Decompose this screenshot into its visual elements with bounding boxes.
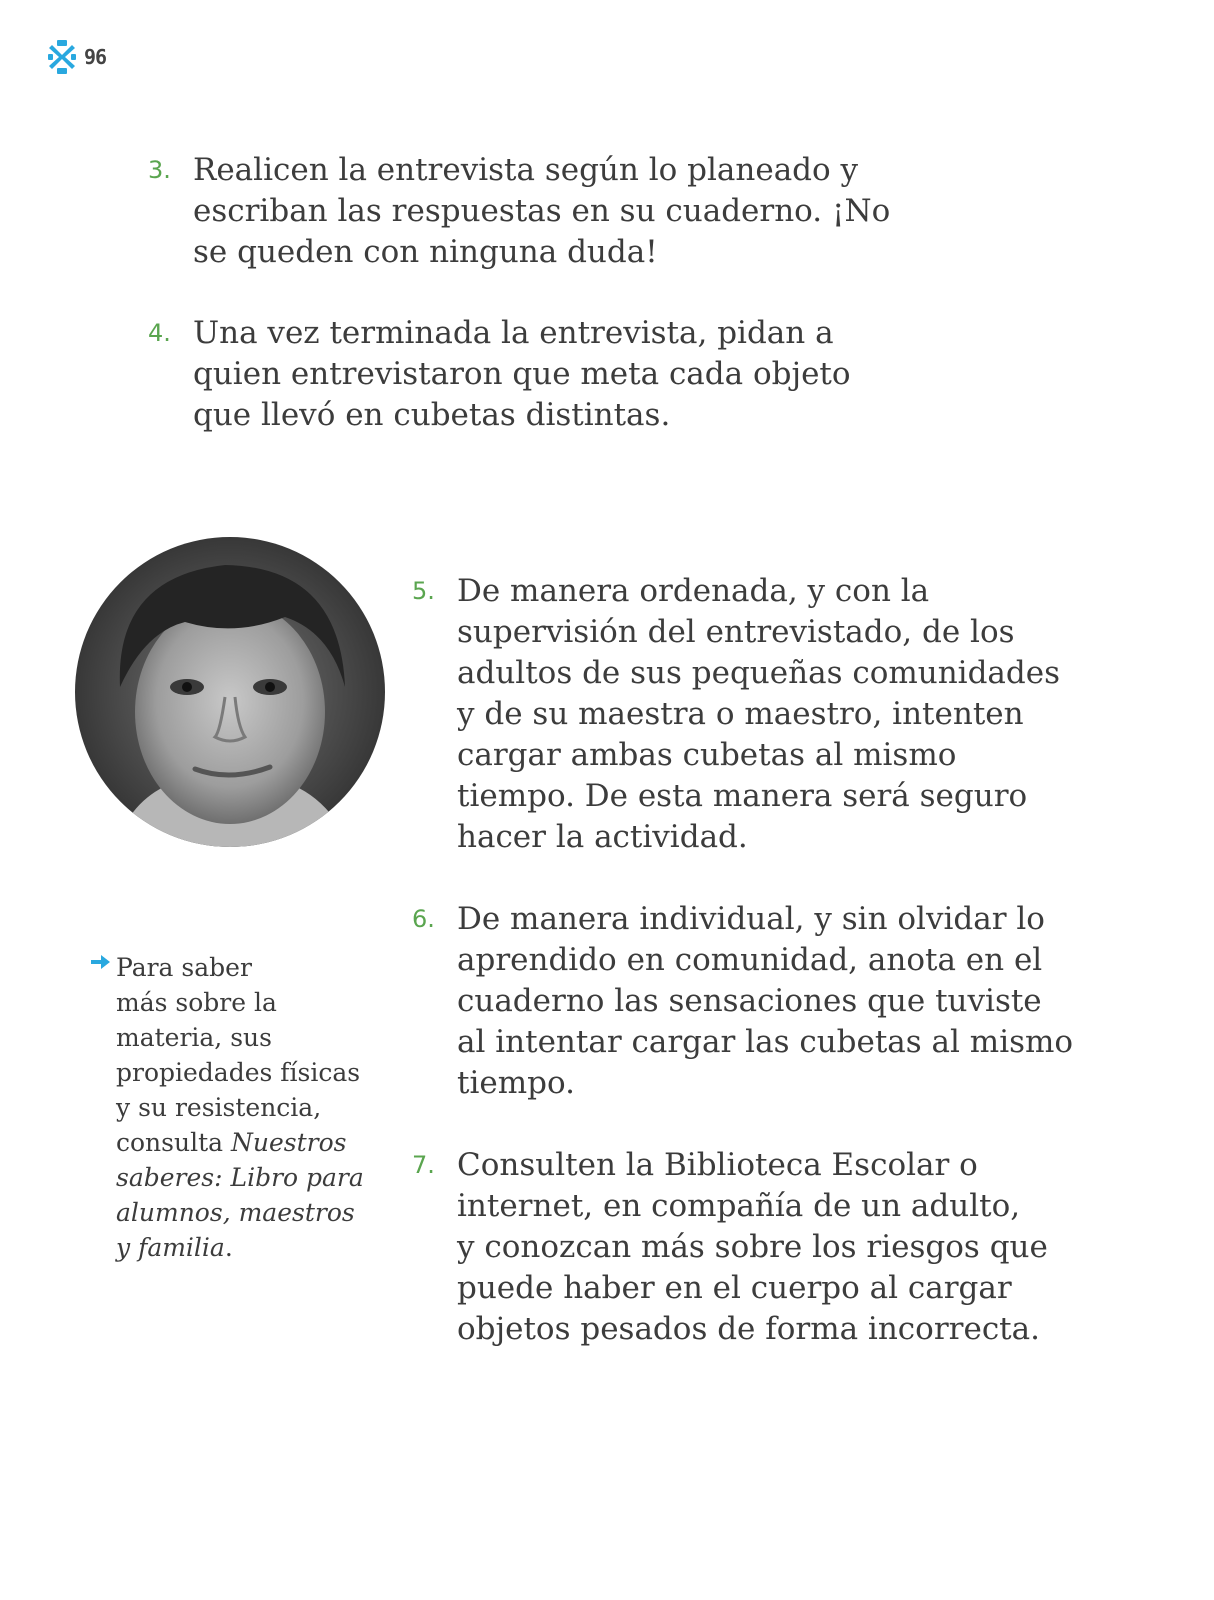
step-4 (148, 313, 851, 436)
step-5 (412, 571, 1060, 858)
page-number: 96 (84, 45, 107, 69)
logo-icon (48, 40, 76, 74)
step-text: De manera individual, y sin olvidar lo aprendido en comunidad, anota en el cuaderno las sensaciones que tuviste al intentar cargar las cubetas al mismo tiempo. (457, 901, 1074, 1101)
step-7 (412, 1145, 1048, 1350)
arrow-right-icon (86, 950, 116, 972)
child-portrait-photo (75, 537, 385, 847)
note-text (116, 950, 364, 1265)
further-reading-note (86, 950, 364, 1265)
step-text: De manera ordenada, y con la supervisión del entrevistado, de los adultos de sus pequeñas comunidades y de su maestra o maestro, intenten cargar ambas cubetas al mismo tiempo. De esta manera será seguro hacer la actividad. (457, 573, 1061, 855)
note-body: Para saber más sobre la materia, sus propiedades físicas y su resistencia, consulta (116, 953, 361, 1157)
step-number: 7. (412, 1151, 435, 1179)
step-number: 5. (412, 577, 435, 605)
step-text: Consulten la Biblioteca Escolar o internet, en compañía de un adulto, y conozcan más sobre los riesgos que puede haber en el cuerpo al cargar objetos pesados de forma incorrecta. (457, 1147, 1048, 1347)
step-number: 4. (148, 319, 171, 347)
step-6 (412, 899, 1073, 1104)
step-text: Realicen la entrevista según lo planeado y escriban las respuestas en su cuaderno. ¡No se queden con ninguna duda! (193, 152, 891, 270)
step-text: Una vez terminada la entrevista, pidan a quien entrevistaron que meta cada objeto que llevó en cubetas distintas. (193, 315, 851, 433)
book-title: Nuestros saberes: Libro para alumnos, maestros y familia (116, 1128, 364, 1262)
page-header (48, 40, 106, 74)
step-number: 6. (412, 905, 435, 933)
note-end: . (224, 1233, 233, 1262)
step-number: 3. (148, 156, 171, 184)
step-3 (148, 150, 890, 273)
